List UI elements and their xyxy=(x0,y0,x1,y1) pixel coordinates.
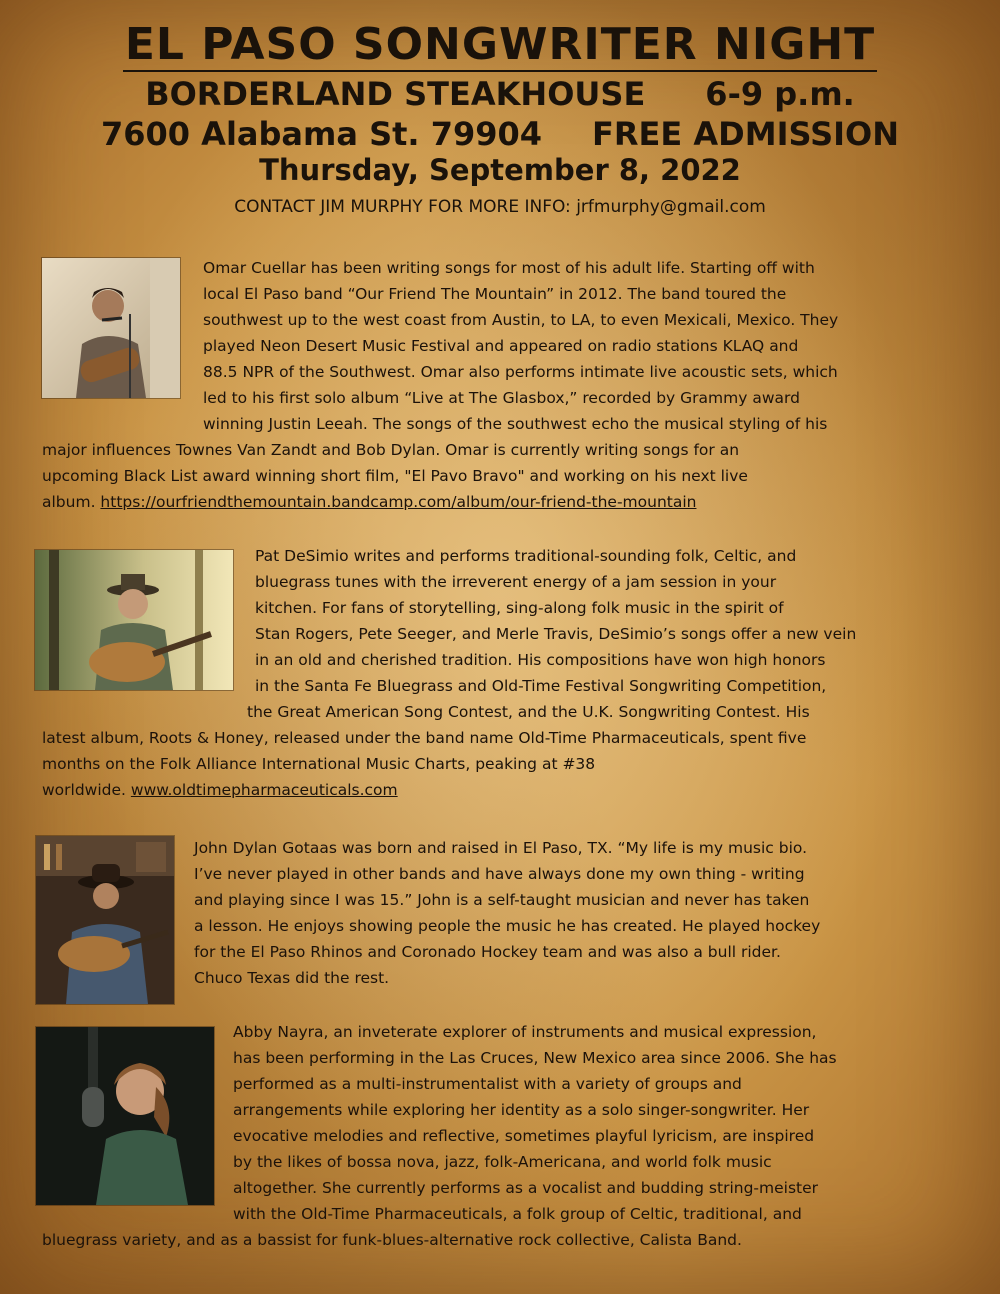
abby-nayra-bio xyxy=(42,1019,972,1253)
omar-cuellar-bio xyxy=(42,255,972,515)
bio-line: Omar Cuellar has been writing songs for most of his adult life. Starting off with xyxy=(203,259,815,277)
bio-line: upcoming Black List award winning short film, "El Pavo Bravo" and working on his next live xyxy=(42,467,748,485)
bio-line: local El Paso band “Our Friend The Mountain” in 2012. The band toured the xyxy=(203,285,787,303)
bio-line: with the Old-Time Pharmaceuticals, a folk group of Celtic, traditional, and xyxy=(233,1205,802,1223)
bio-line: Chuco Texas did the rest. xyxy=(194,969,390,987)
admission-note: FREE ADMISSION xyxy=(592,115,900,153)
bio-line: arrangements while exploring her identity as a solo singer-songwriter. Her xyxy=(233,1101,810,1119)
bio-line: months on the Folk Alliance International Music Charts, peaking at #38 xyxy=(42,755,596,773)
bio-line: I’ve never played in other bands and have always done my own thing - writing xyxy=(194,865,805,883)
event-time: 6-9 p.m. xyxy=(705,75,855,113)
contact-label: CONTACT JIM MURPHY FOR MORE INFO: xyxy=(234,197,571,217)
bio-line: for the El Paso Rhinos and Coronado Hockey team and was also a bull rider. xyxy=(194,943,781,961)
bio-line: altogether. She currently performs as a vocalist and budding string-meister xyxy=(233,1179,819,1197)
bio-line: and playing since I was 15.” John is a self-taught musician and never has taken xyxy=(194,891,810,909)
bio-line: the Great American Song Contest, and the U.K. Songwriting Contest. His xyxy=(247,703,810,721)
bio-line: evocative melodies and reflective, sometimes playful lyricism, are inspired xyxy=(233,1127,815,1145)
bio-line: winning Justin Leeah. The songs of the southwest echo the musical styling of his xyxy=(203,415,828,433)
bio-line: by the likes of bossa nova, jazz, folk-Americana, and world folk music xyxy=(233,1153,772,1171)
pat-desimio-bio xyxy=(42,543,972,803)
bandcamp-link[interactable]: https://ourfriendthemountain.bandcamp.com/album/our-friend-the-mountain xyxy=(100,493,697,511)
bio-line: album. https://ourfriendthemountain.bandcamp.com/album/our-friend-the-mountain xyxy=(42,493,697,511)
oldtime-pharmaceuticals-link[interactable]: www.oldtimepharmaceuticals.com xyxy=(130,781,398,799)
event-date: Thursday, September 8, 2022 xyxy=(259,153,741,187)
bio-line: major influences Townes Van Zandt and Bob Dylan. Omar is currently writing songs for an xyxy=(42,441,740,459)
bio-line: bluegrass tunes with the irreverent energy of a jam session in your xyxy=(255,573,777,591)
bio-line: played Neon Desert Music Festival and appeared on radio stations KLAQ and xyxy=(203,337,799,355)
bio-line: southwest up to the west coast from Austin, to LA, to even Mexicali, Mexico. They xyxy=(203,311,839,329)
bio-line: in the Santa Fe Bluegrass and Old-Time Festival Songwriting Competition, xyxy=(255,677,827,695)
john-gotaas-bio xyxy=(42,835,972,991)
bio-line: kitchen. For fans of storytelling, sing-along folk music in the spirit of xyxy=(255,599,784,617)
venue-address: 7600 Alabama St. 79904 xyxy=(100,115,543,153)
address-line xyxy=(0,114,1000,154)
bio-line: 88.5 NPR of the Southwest. Omar also performs intimate live acoustic sets, which xyxy=(203,363,838,381)
bio-line: in an old and cherished tradition. His compositions have won high honors xyxy=(255,651,826,669)
bio-line: led to his first solo album “Live at The Glasbox,” recorded by Grammy award xyxy=(203,389,800,407)
bio-line: Pat DeSimio writes and performs traditional-sounding folk, Celtic, and xyxy=(255,547,797,565)
bio-line: Abby Nayra, an inveterate explorer of instruments and musical expression, xyxy=(233,1023,817,1041)
bio-line: worldwide. www.oldtimepharmaceuticals.com xyxy=(42,781,398,799)
contact-email[interactable]: jrfmurphy@gmail.com xyxy=(576,197,766,217)
bio-line: latest album, Roots & Honey, released under the band name Old-Time Pharmaceuticals, spent five xyxy=(42,729,807,747)
venue-line xyxy=(0,74,1000,114)
bio-line: bluegrass variety, and as a bassist for funk-blues-alternative rock collective, Calista Band. xyxy=(42,1231,742,1249)
bio-line: John Dylan Gotaas was born and raised in El Paso, TX. “My life is my music bio. xyxy=(194,839,808,857)
venue-name: BORDERLAND STEAKHOUSE xyxy=(145,75,646,113)
bio-line: performed as a multi-instrumentalist with a variety of groups and xyxy=(233,1075,742,1093)
bio-line: has been performing in the Las Cruces, New Mexico area since 2006. She has xyxy=(233,1049,837,1067)
bio-line: a lesson. He enjoys showing people the music he has created. He played hockey xyxy=(194,917,821,935)
bio-line: Stan Rogers, Pete Seeger, and Merle Travis, DeSimio’s songs offer a new vein xyxy=(255,625,857,643)
contact-line xyxy=(0,194,1000,220)
event-title: EL PASO SONGWRITER NIGHT xyxy=(124,19,876,70)
